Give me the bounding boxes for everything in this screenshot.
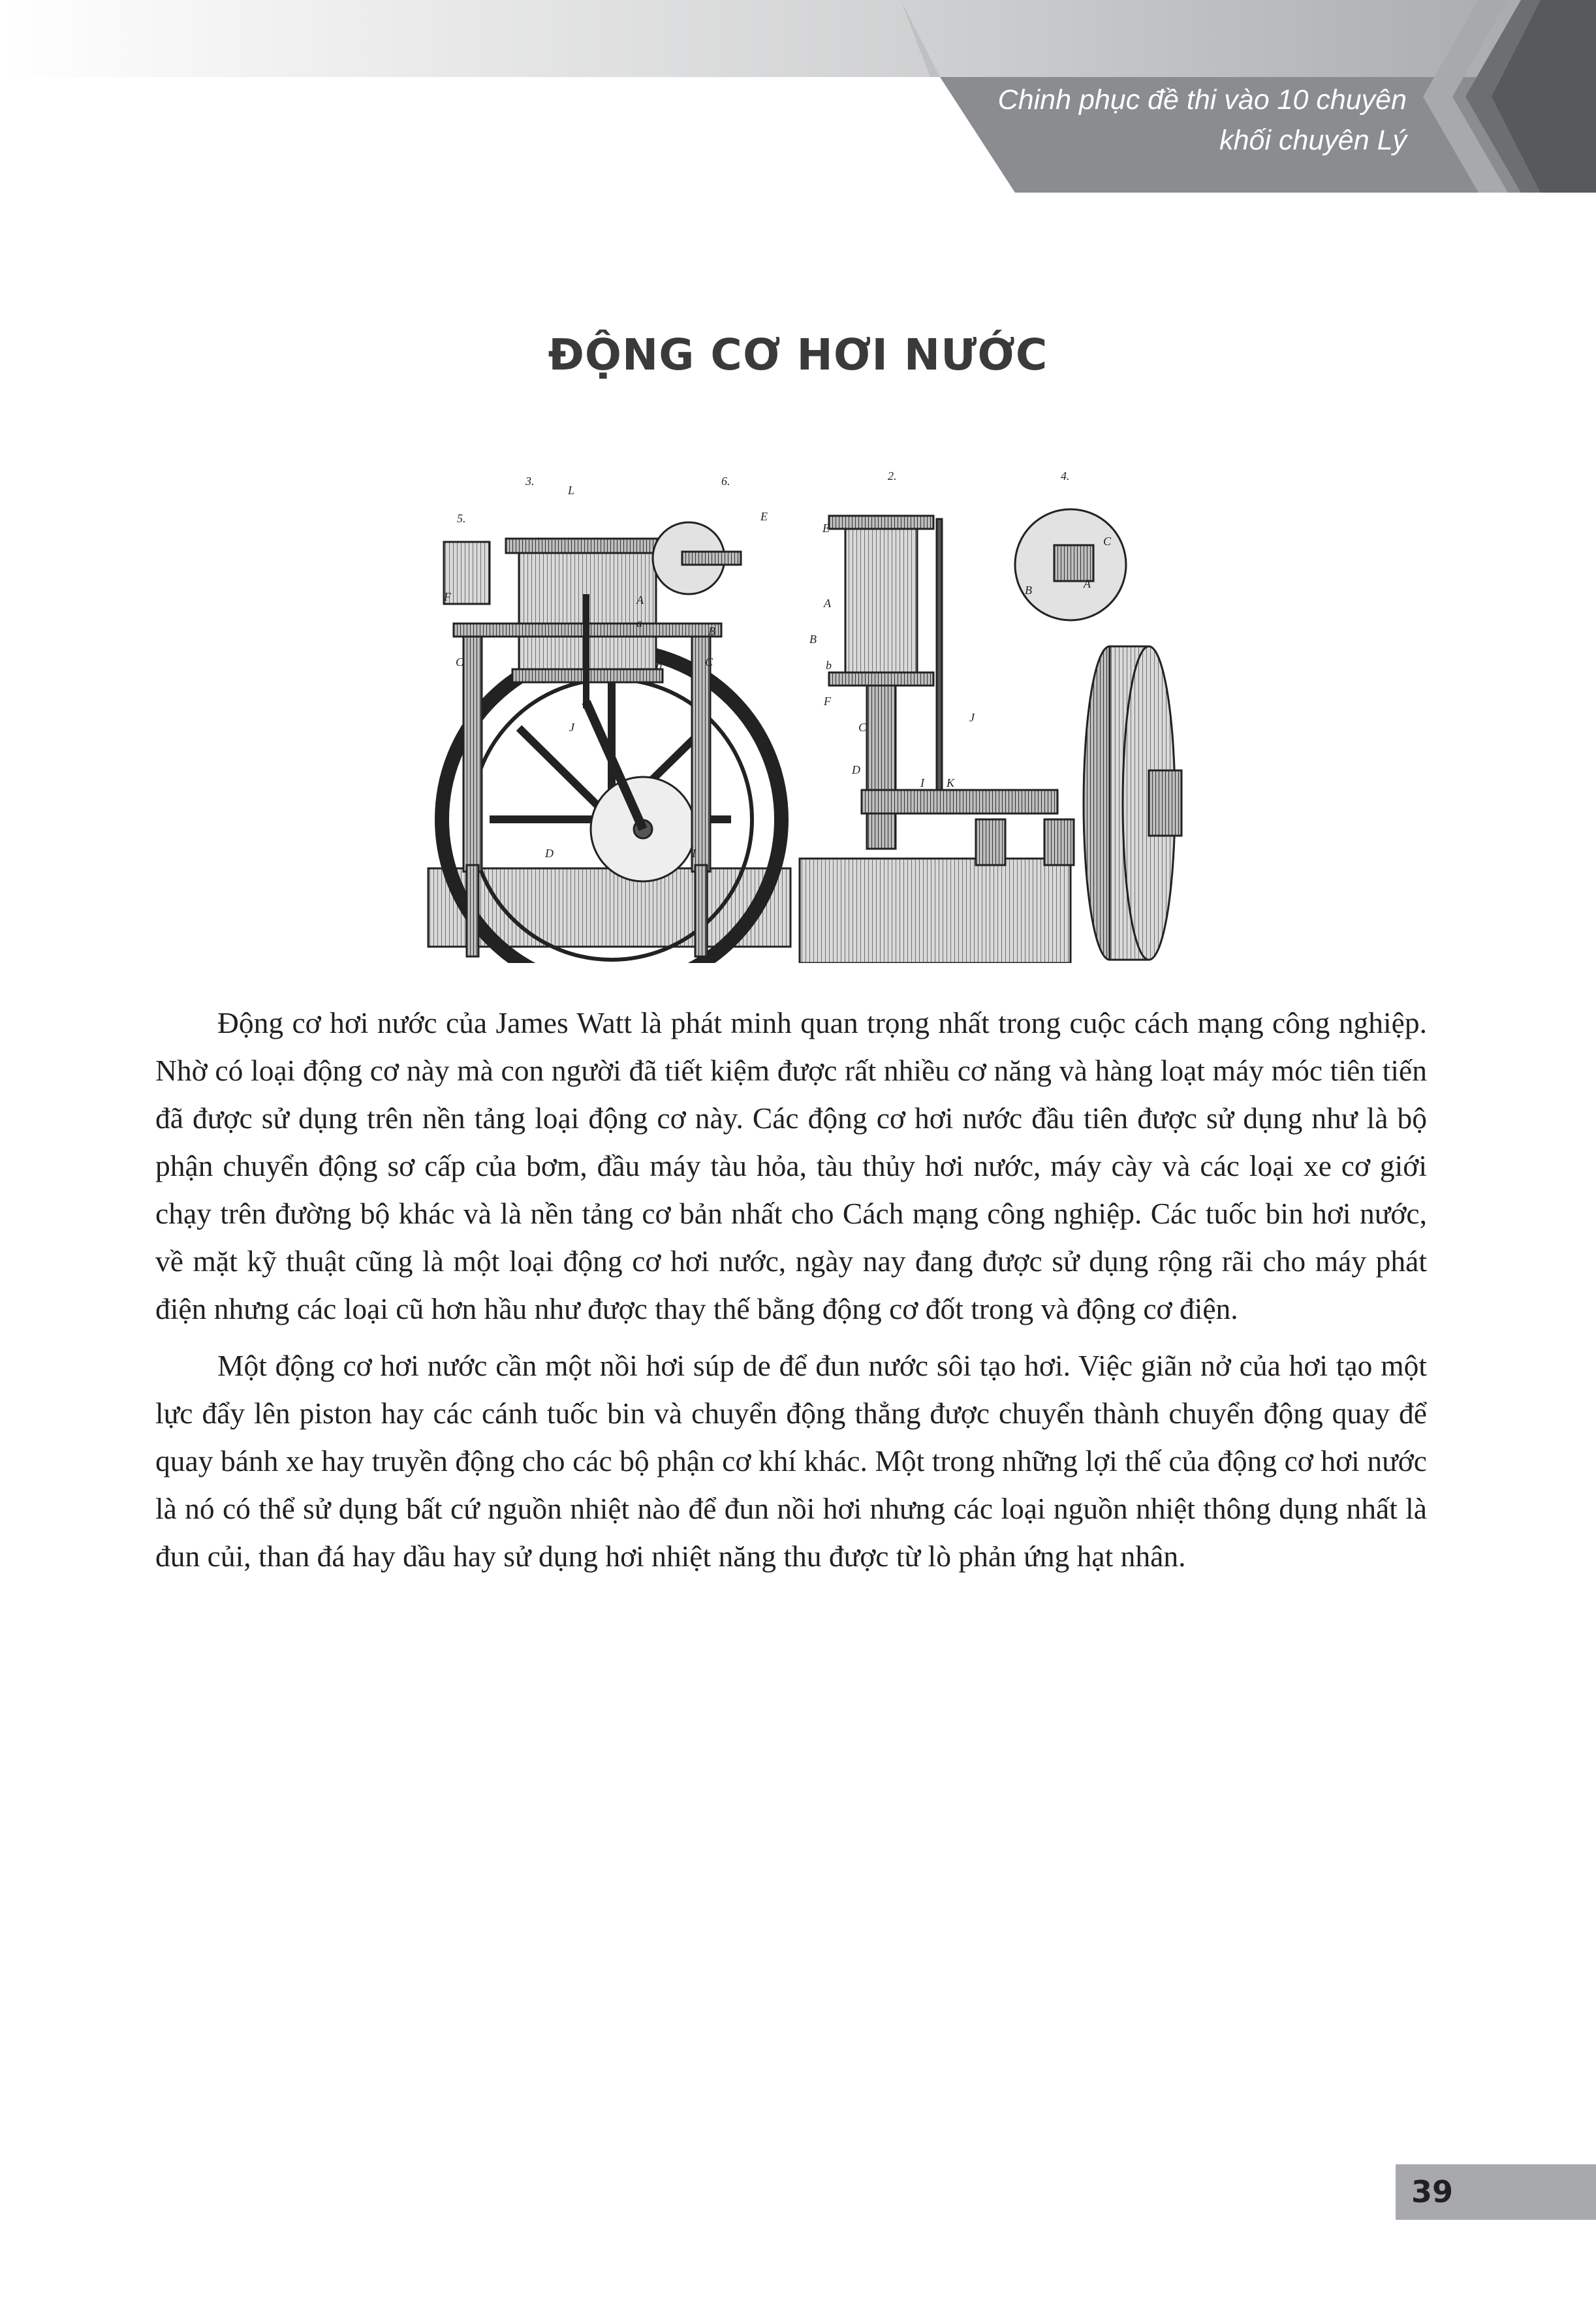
page-number: 39 — [1411, 2174, 1454, 2209]
running-header-line2: khối chuyên Lý — [1219, 125, 1407, 156]
engine-right — [800, 509, 1181, 963]
fig-label-F-left: F — [444, 590, 451, 603]
fig-label-I-left: I — [692, 847, 696, 860]
fig-label-I-right: I — [920, 776, 924, 789]
fig-label-A-right: A — [824, 597, 831, 610]
fig-label-D-left: D — [545, 847, 554, 860]
fig-label-B-right: B — [809, 633, 817, 646]
fig-label-C-small: C — [1103, 535, 1112, 548]
fig-label-F-right: F — [824, 695, 831, 708]
fig-label-A-small: A — [1084, 577, 1091, 590]
fig-label-D-right: D — [852, 763, 860, 776]
fig-label-2: 2. — [888, 469, 897, 482]
fig-label-b-left: b — [656, 659, 662, 672]
fig-label-b-right: b — [826, 659, 832, 672]
running-header — [998, 80, 1407, 161]
running-header-line1: Chinh phục đề thi vào 10 chuyên — [997, 84, 1407, 116]
fig-label-B-small: B — [1025, 584, 1032, 597]
fig-label-C-left: C — [456, 655, 464, 669]
fig-label-E-right: E — [822, 522, 830, 535]
fig-label-5: 5. — [457, 512, 466, 525]
fig-label-4: 4. — [1061, 469, 1070, 482]
body-text — [155, 999, 1427, 1589]
steam-engine-illustration — [418, 467, 1185, 963]
fig-label-C-mid: C — [705, 655, 713, 669]
fig-label-E-left: E — [760, 510, 768, 523]
paragraph: Một động cơ hơi nước cần một nồi hơi súp de để đun nước sôi tạo hơi. Việc giãn nở của hơi tạo một lực đẩy lên piston hay các cánh tuốc bin và chuyển động thẳng được chuyển thành chuyển động quay để quay bánh xe hay truyền động cho các bộ phận cơ khí khác. Một trong những lợi thế của động cơ hơi nước là nó có thể sử dụng bất cứ nguồn nhiệt nào để đun nồi hơi nhưng các loại nguồn nhiệt thông dụng nhất là đun củi, than đá hay dầu hay sử dụng hơi nhiệt năng thu được từ lò phản ứng hạt nhân. — [155, 1349, 1427, 1573]
engine-left — [428, 522, 790, 963]
fig-label-J-right: J — [969, 711, 975, 724]
paragraph: Động cơ hơi nước của James Watt là phát minh quan trọng nhất trong cuộc cách mạng công nghiệp. Nhờ có loại động cơ này mà con người đã tiết kiệm được rất nhiều cơ năng và hàng loạt máy móc tiên tiến đã được sử dụng trên nền tảng loại động cơ này. Các động cơ hơi nước đầu tiên được sử dụng như là bộ phận chuyển động sơ cấp của bơm, đầu máy tàu hỏa, tàu thủy hơi nước, máy cày và các loại xe cơ giới chạy trên đường bộ khác và là nền tảng cơ bản nhất cho Cách mạng công nghiệp. Các tuốc bin hơi nước, về mặt kỹ thuật cũng là một loại động cơ hơi nước, ngày nay đang được sử dụng rộng rãi cho máy phát điện nhưng các loại cũ hơn hầu như được thay thế bằng động cơ đốt trong và động cơ điện. — [155, 1006, 1427, 1325]
fig-label-A-left: A — [636, 593, 644, 607]
fig-label-3: 3. — [525, 475, 535, 488]
fig-label-C-right: C — [858, 721, 867, 734]
page-title: ĐỘNG CƠ HƠI NƯỚC — [548, 330, 1048, 380]
fig-label-a: a — [636, 616, 642, 629]
fig-label-J-left: J — [569, 721, 574, 734]
fig-label-6: 6. — [721, 475, 730, 488]
fig-label-K: K — [947, 776, 955, 789]
fig-label-L: L — [568, 484, 575, 497]
fig-label-B-left: B — [708, 625, 715, 638]
